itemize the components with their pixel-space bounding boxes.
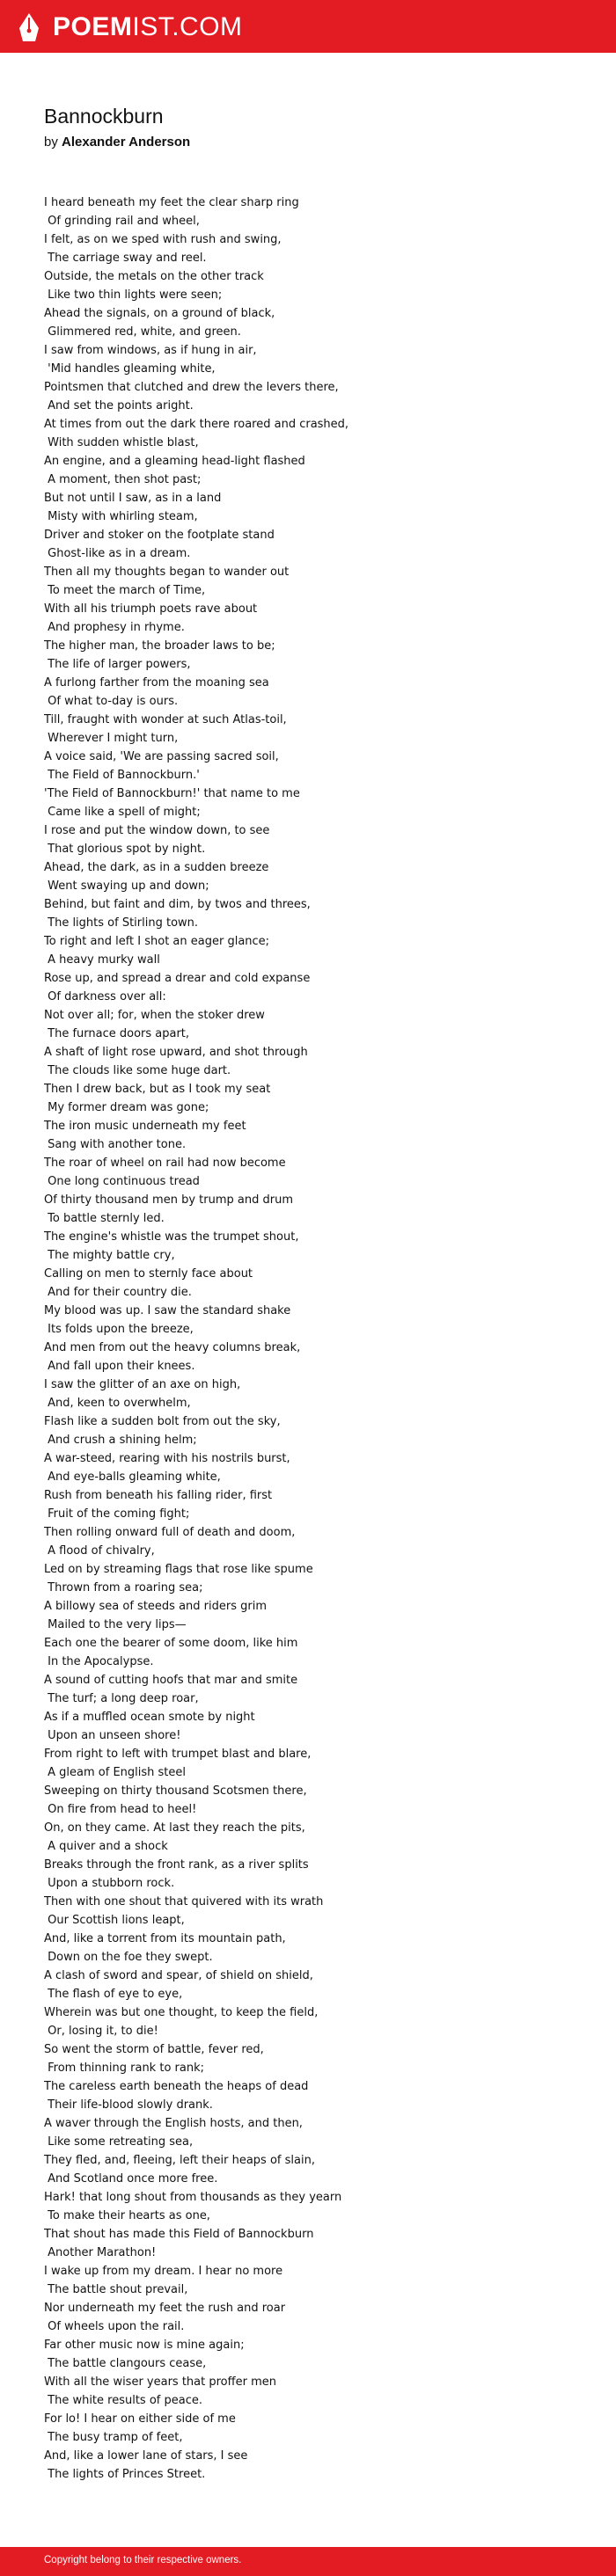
- poem-line: And, like a torrent from its mountain path,: [44, 1932, 286, 1945]
- site-header: [0, 0, 616, 53]
- poem-byline: [44, 134, 572, 150]
- poem-line: Hark! that long shout from thousands as they yearn: [44, 2191, 342, 2204]
- poem-line: One long continuous tread: [44, 1175, 200, 1188]
- logo-text-bold: POEM: [53, 12, 133, 41]
- poem-line: Flash like a sudden bolt from out the sky,: [44, 1415, 281, 1428]
- poem-line: Led on by streaming flags that rose like spume: [44, 1563, 313, 1576]
- poem-line: But not until I saw, as in a land: [44, 492, 222, 505]
- poem-line: Glimmered red, white, and green.: [44, 325, 241, 339]
- poem-line: The lights of Stirling town.: [44, 916, 199, 930]
- poem-line: My former dream was gone;: [44, 1101, 209, 1114]
- poem-line: I saw the glitter of an axe on high,: [44, 1378, 241, 1391]
- poem-line: The life of larger powers,: [44, 658, 191, 671]
- author-link[interactable]: Alexander Anderson: [62, 135, 191, 150]
- poem-line: Or, losing it, to die!: [44, 2025, 158, 2038]
- poem-line: The clouds like some huge dart.: [44, 1064, 231, 1077]
- poem-line: Nor underneath my feet the rush and roar: [44, 2302, 286, 2315]
- poem-line: To make their hearts as one,: [44, 2209, 210, 2222]
- logo-text-light: IST.COM: [132, 12, 243, 41]
- poem-line: 'Mid handles gleaming white,: [44, 362, 216, 376]
- poem-line: That shout has made this Field of Bannockburn: [44, 2228, 314, 2241]
- poem-line: Wherever I might turn,: [44, 732, 179, 745]
- poem-line: Another Marathon!: [44, 2246, 157, 2259]
- poem-line: A quiver and a shock: [44, 1840, 168, 1853]
- poem-line: The furnace doors apart,: [44, 1027, 190, 1040]
- poem-line: From thinning rank to rank;: [44, 2062, 204, 2075]
- poem-line: With sudden whistle blast,: [44, 436, 199, 449]
- poem-line: A voice said, 'We are passing sacred soil,: [44, 750, 279, 763]
- poem-line: A furlong farther from the moaning sea: [44, 676, 269, 690]
- poem-line: The battle shout prevail,: [44, 2283, 188, 2296]
- poem-line: Upon a stubborn rock.: [44, 1877, 175, 1890]
- poem-line: Sweeping on thirty thousand Scotsmen there,: [44, 1784, 307, 1798]
- poem-line: Mailed to the very lips—: [44, 1618, 187, 1631]
- poem-line: Of what to-day is ours.: [44, 695, 179, 708]
- poem-line: Sang with another tone.: [44, 1138, 187, 1151]
- byline-prefix: by: [44, 135, 58, 150]
- poem-line: A flood of chivalry,: [44, 1544, 155, 1558]
- poem-line: And crush a shining helm;: [44, 1434, 197, 1447]
- poem-line: Then all my thoughts began to wander out: [44, 566, 290, 579]
- poem-line: Ahead the signals, on a ground of black,: [44, 307, 275, 320]
- poem-line: Calling on men to sternly face about: [44, 1267, 253, 1281]
- poem-line: That glorious spot by night.: [44, 843, 206, 856]
- poem-line: The lights of Princes Street.: [44, 2468, 206, 2481]
- poem-line: The iron music underneath my feet: [44, 1120, 246, 1133]
- poem-line: The white results of peace.: [44, 2394, 202, 2407]
- poem-line: The careless earth beneath the heaps of dead: [44, 2080, 309, 2093]
- poem-line: And set the points aright.: [44, 399, 194, 412]
- poem-line: I felt, as on we sped with rush and swing,: [44, 233, 282, 246]
- poem-line: The busy tramp of feet,: [44, 2431, 183, 2444]
- poem-line: On fire from head to heel!: [44, 1803, 197, 1816]
- poem-line: And, like a lower lane of stars, I see: [44, 2449, 248, 2463]
- poem-line: I saw from windows, as if hung in air,: [44, 344, 257, 357]
- poem-line: A gleam of English steel: [44, 1766, 186, 1779]
- poem-line: The battle clangours cease,: [44, 2357, 207, 2370]
- poem-line: On, on they came. At last they reach the pits,: [44, 1821, 305, 1835]
- poem-line: Like two thin lights were seen;: [44, 288, 223, 302]
- copyright-text: Copyright belong to their respective owners.: [44, 2555, 242, 2565]
- poem-line: I rose and put the window down, to see: [44, 824, 270, 837]
- poem-line: Of darkness over all:: [44, 990, 166, 1003]
- poem-body: [44, 193, 572, 2484]
- poem-line: Their life-blood slowly drank.: [44, 2098, 213, 2112]
- poem-line: Misty with whirling steam,: [44, 510, 198, 523]
- poem-line: My blood was up. I saw the standard shake: [44, 1304, 291, 1317]
- poem-line: Pointsmen that clutched and drew the levers there,: [44, 381, 339, 394]
- poem-line: Rose up, and spread a drear and cold expanse: [44, 972, 311, 985]
- poem-line: The engine's whistle was the trumpet shout,: [44, 1230, 299, 1244]
- poem-line: Ahead, the dark, as in a sudden breeze: [44, 861, 269, 874]
- poem-line: Its folds upon the breeze,: [44, 1323, 194, 1336]
- poem-line: Of thirty thousand men by trump and drum: [44, 1193, 293, 1207]
- poem-line: Till, fraught with wonder at such Atlas-toil,: [44, 713, 287, 726]
- poem-line: Driver and stoker on the footplate stand: [44, 529, 275, 542]
- poem-line: They fled, and, fleeing, left their heaps of slain,: [44, 2154, 315, 2167]
- poem-line: With all his triumph poets rave about: [44, 602, 258, 616]
- poem-line: Behind, but faint and dim, by twos and threes,: [44, 898, 311, 911]
- poem-content: [0, 53, 572, 2484]
- poem-line: Then with one shout that quivered with its wrath: [44, 1895, 324, 1908]
- poem-line: A clash of sword and spear, of shield on shield,: [44, 1969, 313, 1982]
- poem-line: A sound of cutting hoofs that mar and smite: [44, 1674, 298, 1687]
- poem-line: In the Apocalypse.: [44, 1655, 154, 1668]
- poem-line: Like some retreating sea,: [44, 2135, 194, 2149]
- pen-nib-icon[interactable]: [18, 12, 40, 42]
- poem-line: At times from out the dark there roared and crashed,: [44, 418, 349, 431]
- poem-line: To battle sternly led.: [44, 1212, 165, 1225]
- poem-line: To right and left I shot an eager glance;: [44, 935, 270, 948]
- poem-line: As if a muffled ocean smote by night: [44, 1711, 255, 1724]
- poem-line: The carriage sway and reel.: [44, 252, 207, 265]
- poem-line: Each one the bearer of some doom, like him: [44, 1637, 298, 1650]
- poem-line: Then rolling onward full of death and doom,: [44, 1526, 296, 1539]
- poem-line: Came like a spell of might;: [44, 806, 201, 819]
- poem-line: A waver through the English hosts, and then,: [44, 2117, 303, 2130]
- poem-line: Went swaying up and down;: [44, 879, 209, 893]
- poem-line: A war-steed, rearing with his nostrils burst,: [44, 1452, 290, 1465]
- poem-line: The mighty battle cry,: [44, 1249, 175, 1262]
- poem-line: Then I drew back, but as I took my seat: [44, 1083, 271, 1096]
- site-logo[interactable]: [53, 12, 243, 42]
- poem-line: A shaft of light rose upward, and shot through: [44, 1046, 308, 1059]
- poem-line: And fall upon their knees.: [44, 1360, 195, 1373]
- poem-line: Down on the foe they swept.: [44, 1951, 213, 1964]
- poem-title: Bannockburn: [44, 105, 164, 128]
- poem-line: Our Scottish lions leapt,: [44, 1914, 185, 1927]
- poem-line: An engine, and a gleaming head-light flashed: [44, 455, 305, 468]
- poem-line: So went the storm of battle, fever red,: [44, 2043, 264, 2056]
- poem-line: The turf; a long deep roar,: [44, 1692, 199, 1705]
- poem-line: Far other music now is mine again;: [44, 2339, 245, 2352]
- poem-line: Outside, the metals on the other track: [44, 270, 264, 283]
- poem-line: Of wheels upon the rail.: [44, 2320, 185, 2333]
- poem-line: And prophesy in rhyme.: [44, 621, 185, 634]
- poem-line: And eye-balls gleaming white,: [44, 1470, 221, 1484]
- poem-line: A billowy sea of steeds and riders grim: [44, 1600, 267, 1613]
- poem-line: The flash of eye to eye,: [44, 1988, 183, 2001]
- poem-line: Upon an unseen shore!: [44, 1729, 181, 1742]
- poem-line: And Scotland once more free.: [44, 2172, 218, 2186]
- poem-line: The roar of wheel on rail had now become: [44, 1157, 286, 1170]
- site-footer: [0, 2547, 616, 2576]
- poem-line: For lo! I hear on either side of me: [44, 2412, 236, 2426]
- poem-line: And, keen to overwhelm,: [44, 1397, 191, 1410]
- poem-line: And men from out the heavy columns break,: [44, 1341, 301, 1354]
- poem-line: Fruit of the coming fight;: [44, 1507, 190, 1521]
- poem-line: Thrown from a roaring sea;: [44, 1581, 203, 1594]
- poem-line: 'The Field of Bannockburn!' that name to me: [44, 787, 300, 800]
- poem-line: A heavy murky wall: [44, 953, 160, 967]
- poem-line: With all the wiser years that proffer men: [44, 2375, 276, 2389]
- poem-line: Ghost-like as in a dream.: [44, 547, 191, 560]
- poem-line: A moment, then shot past;: [44, 473, 202, 486]
- poem-line: From right to left with trumpet blast and blare,: [44, 1748, 312, 1761]
- poem-line: To meet the march of Time,: [44, 584, 206, 597]
- poem-line: Wherein was but one thought, to keep the field,: [44, 2006, 319, 2019]
- poem-line: I wake up from my dream. I hear no more: [44, 2265, 283, 2278]
- poem-line: The Field of Bannockburn.': [44, 769, 200, 782]
- poem-line: And for their country die.: [44, 1286, 192, 1299]
- poem-line: Rush from beneath his falling rider, first: [44, 1489, 273, 1502]
- poem-line: I heard beneath my feet the clear sharp ring: [44, 196, 299, 209]
- poem-line: The higher man, the broader laws to be;: [44, 639, 275, 653]
- poem-line: Not over all; for, when the stoker drew: [44, 1009, 265, 1022]
- poem-line: Of grinding rail and wheel,: [44, 215, 200, 228]
- poem-line: Breaks through the front rank, as a river splits: [44, 1858, 309, 1872]
